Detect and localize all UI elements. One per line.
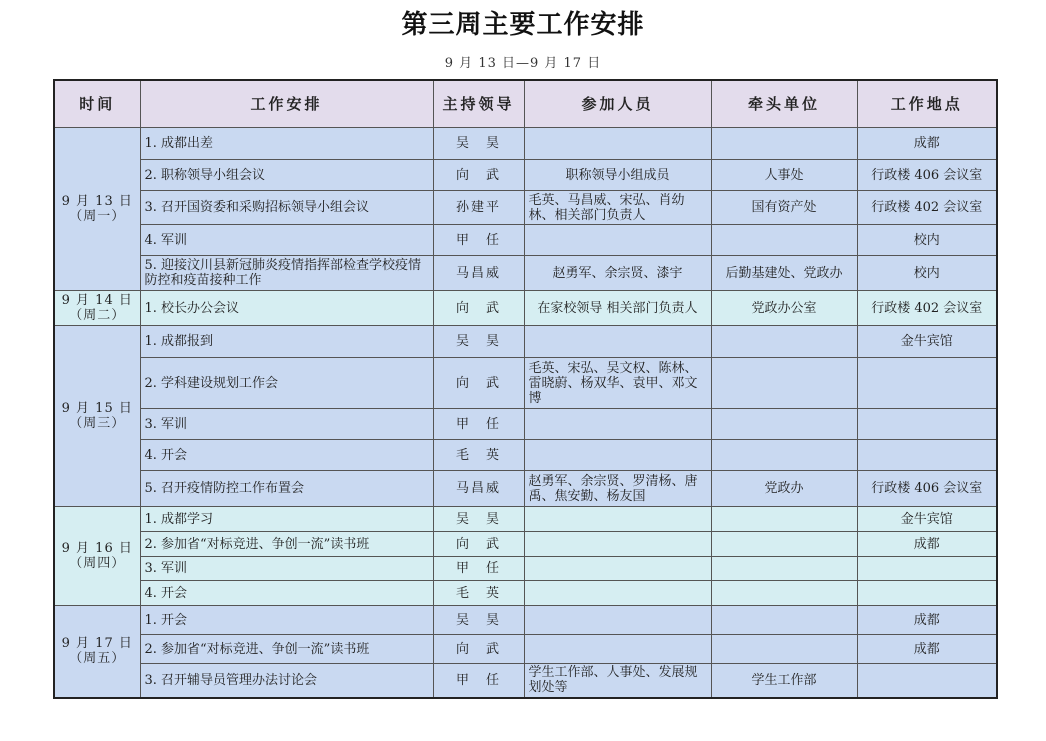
lead-cell: 吴 昊: [433, 128, 524, 160]
page-title: 第三周主要工作安排: [401, 10, 645, 40]
location-cell: [857, 664, 997, 698]
location-cell: [857, 557, 997, 581]
participants-cell: 赵勇军、余宗贤、罗清杨、唐禹、焦安勤、杨友国: [524, 471, 711, 507]
table-row: [54, 507, 997, 532]
location-cell: 校内: [857, 256, 997, 291]
task-cell: 4. 开会: [140, 440, 433, 471]
location-cell: 行政楼 406 会议室: [857, 160, 997, 191]
table-row: [54, 326, 997, 358]
participants-cell: [524, 440, 711, 471]
lead-cell: 甲 任: [433, 664, 524, 698]
column-header-task: 工作安排: [140, 80, 433, 128]
unit-cell: [711, 409, 857, 440]
location-cell: 成都: [857, 532, 997, 557]
unit-cell: [711, 581, 857, 606]
location-cell: [857, 440, 997, 471]
table-row: [54, 635, 997, 664]
date-label: 9 月 15 日: [61, 401, 133, 416]
lead-cell: 马昌威: [433, 256, 524, 291]
task-cell: 2. 学科建设规划工作会: [140, 358, 433, 409]
unit-cell: [711, 635, 857, 664]
date-cell: [54, 606, 140, 698]
location-cell: 成都: [857, 635, 997, 664]
column-header-location: 工作地点: [857, 80, 997, 128]
location-cell: 金牛宾馆: [857, 326, 997, 358]
location-cell: [857, 409, 997, 440]
unit-cell: 国有资产处: [711, 191, 857, 225]
unit-cell: [711, 128, 857, 160]
lead-cell: 毛 英: [433, 440, 524, 471]
table-row: [54, 291, 997, 326]
weekday-label: （周一）: [69, 209, 126, 224]
location-cell: 成都: [857, 606, 997, 635]
participants-cell: [524, 635, 711, 664]
participants-cell: [524, 581, 711, 606]
unit-cell: [711, 440, 857, 471]
weekday-label: （周二）: [69, 308, 126, 323]
column-header-participants: 参加人员: [524, 80, 711, 128]
task-cell: 5. 召开疫情防控工作布置会: [140, 471, 433, 507]
unit-cell: [711, 358, 857, 409]
location-cell: 行政楼 402 会议室: [857, 291, 997, 326]
unit-cell: 学生工作部: [711, 664, 857, 698]
lead-cell: 甲 任: [433, 409, 524, 440]
participants-cell: 学生工作部、人事处、发展规划处等: [524, 664, 711, 698]
unit-cell: [711, 532, 857, 557]
task-cell: 2. 参加省“对标竞进、争创一流”读书班: [140, 635, 433, 664]
participants-cell: 赵勇军、余宗贤、漆宇: [524, 256, 711, 291]
lead-cell: 吴 昊: [433, 507, 524, 532]
lead-cell: 毛 英: [433, 581, 524, 606]
table-row: [54, 471, 997, 507]
location-cell: 校内: [857, 225, 997, 256]
date-cell: [54, 291, 140, 326]
task-cell: 3. 召开辅导员管理办法讨论会: [140, 664, 433, 698]
location-cell: 金牛宾馆: [857, 507, 997, 532]
table-row: [54, 532, 997, 557]
lead-cell: 甲 任: [433, 557, 524, 581]
location-cell: 成都: [857, 128, 997, 160]
lead-cell: 吴 昊: [433, 606, 524, 635]
participants-cell: [524, 557, 711, 581]
date-cell: [54, 507, 140, 606]
table-header-row: [54, 80, 997, 128]
task-cell: 1. 成都报到: [140, 326, 433, 358]
location-cell: 行政楼 402 会议室: [857, 191, 997, 225]
lead-cell: 向 武: [433, 532, 524, 557]
participants-cell: 毛英、马昌威、宋弘、肖幼林、相关部门负责人: [524, 191, 711, 225]
participants-cell: [524, 532, 711, 557]
task-cell: 1. 校长办公会议: [140, 291, 433, 326]
date-label: 9 月 14 日: [61, 293, 133, 308]
unit-cell: 后勤基建处、党政办: [711, 256, 857, 291]
lead-cell: 马昌威: [433, 471, 524, 507]
task-cell: 3. 军训: [140, 557, 433, 581]
location-cell: [857, 581, 997, 606]
column-header-lead: 主持领导: [433, 80, 524, 128]
schedule-table: [53, 79, 998, 699]
participants-cell: [524, 606, 711, 635]
column-header-time: 时间: [54, 80, 140, 128]
task-cell: 2. 职称领导小组会议: [140, 160, 433, 191]
table-row: [54, 191, 997, 225]
unit-cell: 人事处: [711, 160, 857, 191]
unit-cell: [711, 326, 857, 358]
participants-cell: [524, 225, 711, 256]
table-row: [54, 557, 997, 581]
task-cell: 5. 迎接汶川县新冠肺炎疫情指挥部检查学校疫情防控和疫苗接种工作: [140, 256, 433, 291]
task-cell: 1. 开会: [140, 606, 433, 635]
weekday-label: （周四）: [69, 556, 126, 571]
table-row: [54, 160, 997, 191]
table-row: [54, 664, 997, 698]
weekday-label: （周三）: [69, 416, 126, 431]
lead-cell: 甲 任: [433, 225, 524, 256]
table-row: [54, 358, 997, 409]
table-row: [54, 256, 997, 291]
lead-cell: 向 武: [433, 291, 524, 326]
table-row: [54, 581, 997, 606]
date-range: 9 月 13 日—9 月 17 日: [444, 56, 602, 71]
task-cell: 3. 军训: [140, 409, 433, 440]
unit-cell: 党政办: [711, 471, 857, 507]
task-cell: 2. 参加省“对标竞进、争创一流”读书班: [140, 532, 433, 557]
unit-cell: [711, 507, 857, 532]
task-cell: 3. 召开国资委和采购招标领导小组会议: [140, 191, 433, 225]
lead-cell: 吴 昊: [433, 326, 524, 358]
table-row: [54, 128, 997, 160]
lead-cell: 向 武: [433, 635, 524, 664]
unit-cell: [711, 225, 857, 256]
task-cell: 4. 开会: [140, 581, 433, 606]
participants-cell: 职称领导小组成员: [524, 160, 711, 191]
task-cell: 4. 军训: [140, 225, 433, 256]
date-label: 9 月 13 日: [61, 194, 133, 209]
date-label: 9 月 16 日: [61, 541, 133, 556]
location-cell: [857, 358, 997, 409]
unit-cell: [711, 606, 857, 635]
unit-cell: [711, 557, 857, 581]
date-label: 9 月 17 日: [61, 636, 133, 652]
participants-cell: [524, 128, 711, 160]
date-cell: [54, 128, 140, 291]
task-cell: 1. 成都出差: [140, 128, 433, 160]
participants-cell: [524, 326, 711, 358]
lead-cell: 孙建平: [433, 191, 524, 225]
participants-cell: 毛英、宋弘、吴文权、陈林、雷晓蔚、杨双华、袁甲、邓文博: [524, 358, 711, 409]
participants-cell: 在家校领导 相关部门负责人: [524, 291, 711, 326]
table-row: [54, 606, 997, 635]
table-row: [54, 440, 997, 471]
participants-cell: [524, 409, 711, 440]
column-header-unit: 牵头单位: [711, 80, 857, 128]
date-cell: [54, 326, 140, 507]
table-row: [54, 225, 997, 256]
table-row: [54, 409, 997, 440]
unit-cell: 党政办公室: [711, 291, 857, 326]
location-cell: 行政楼 406 会议室: [857, 471, 997, 507]
lead-cell: 向 武: [433, 358, 524, 409]
task-cell: 1. 成都学习: [140, 507, 433, 532]
weekday-label: （周五）: [69, 651, 126, 667]
lead-cell: 向 武: [433, 160, 524, 191]
participants-cell: [524, 507, 711, 532]
